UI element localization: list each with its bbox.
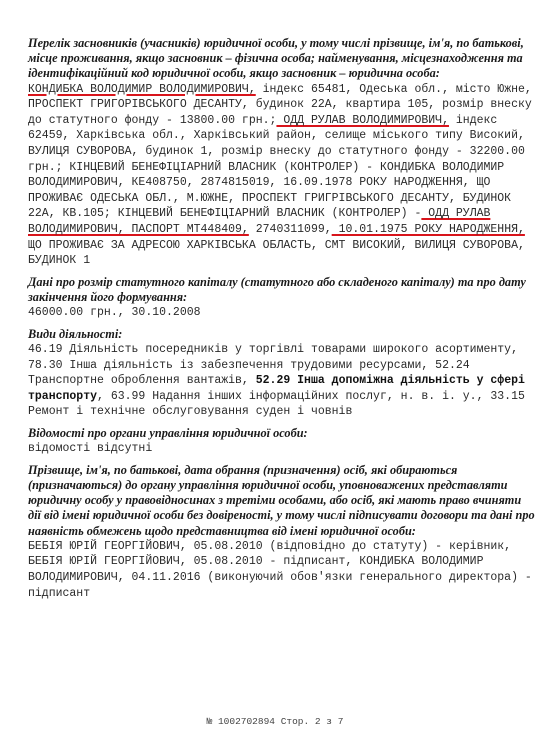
capital-value: 46000.00 грн., 30.10.2008	[28, 306, 201, 320]
governance-heading: Відомості про органи управління юридичної особи:	[28, 425, 308, 440]
founders-text	[28, 82, 536, 269]
capital-section	[28, 275, 536, 321]
founders-section	[28, 36, 536, 269]
activities-heading: Види діяльності:	[28, 326, 123, 341]
founder-2-name: ОДД РУЛАВ ВОЛОДИМИРОВИЧ,	[276, 113, 449, 127]
beneficiary-address: ЩО ПРОЖИВАЄ ЗА АДРЕСОЮ ХАРКІВСЬКА ОБЛАСТЬ, СМТ ВИСОКИЙ, ВИЛИЦЯ СУВОРОВА, БУДИНОК 1	[28, 238, 525, 268]
beneficiary-name-passport: ОДД РУЛАВ ВОЛОДИМИРОВИЧ, ПАСПОРТ МТ448409,	[28, 207, 491, 236]
capital-heading: Дані про розмір статутного капіталу (статутного або складеного капіталу) та про дату закінчення його формування:	[28, 274, 526, 304]
signers-section	[28, 463, 536, 601]
page-footer: № 1002702894 Стор. 2 з 7	[206, 716, 344, 727]
document-page	[28, 36, 536, 607]
beneficiary-tax-id: 2740311099,	[248, 222, 332, 236]
founder-1-details: індекс 65481, Одеська обл., місто Южне, ПРОСПЕКТ ГРИГОРІВСЬКОГО ДЕСАНТУ, будинок 22А, квартира 105, розмір внеску до статутного фонду - 13800.00 грн.;	[28, 82, 532, 127]
activities-text-b: , 63.99 Надання інших інформаційних послуг, н. в. і. у., 33.15 Ремонт і технічне обслуговування суден і човнів	[28, 389, 525, 419]
activities-text-a: 46.19 Діяльність посередників у торгівлі товарами широкого асортименту, 78.30 Інша діяльність із забезпечення трудовими ресурсами, 52.24 Транспортне оброблення вантажів,	[28, 342, 518, 388]
governance-value: відомості відсутні	[28, 442, 153, 456]
signers-heading: Прізвище, ім'я, по батькові, дата обрання (призначення) осіб, які обираються (призначаються) до органу управління юридичної особи, уповноважених представляти юридичну особу у правовідносинах з третіми особами, або осіб, які мають право вчиняти дії від імені юридичної особи без довіреності, у тому числі підписувати договори та дані про наявність обмежень щодо представництва від імені юридичної особи:	[28, 462, 535, 538]
activities-section	[28, 327, 536, 420]
founder-2-details: індекс 62459, Харківська обл., Харківський район, селище міського типу Високий, ВУЛИЦЯ СУВОРОВА, будинок 1, розмір внеску до статутного фонду - 32200.00 грн.; КІНЦЕВИЙ БЕНЕФІЦІАРНИЙ ВЛАСНИК (КОНТРОЛЕР) - КОНДИБКА ВОЛОДИМИР ВОЛОДИМИРОВИЧ, КЕ408750, 2874815019, 16.09.1978 РОКУ НАРОДЖЕННЯ, ЩО ПРОЖИВАЄ ОДЕСЬКА ОБЛ., М.ЮЖНЕ, ПРОСПЕКТ ГРИГРІВСЬКОГО ДЕСАНТУ, БУДИНОК 22А, КВ.105; КІНЦЕВИЙ БЕНЕФІЦІАРНИЙ ВЛАСНИК (КОНТРОЛЕР) -	[28, 113, 525, 221]
founder-1-name: КОНДИБКА ВОЛОДИМИР ВОЛОДИМИРОВИЧ,	[28, 82, 256, 96]
governance-section	[28, 426, 536, 457]
founders-heading: Перелік засновників (учасників) юридичної особи, у тому числі прізвище, ім'я, по батькові, місце проживання, якщо засновник – фізична особа; найменування, місцезнаходження та ідентифікаційний код юридичної особи, якщо засновник – юридична особа:	[28, 36, 524, 81]
beneficiary-birth-date: 10.01.1975 РОКУ НАРОДЖЕННЯ,	[331, 222, 525, 236]
signers-value: БЕБІЯ ЮРІЙ ГЕОРГІЙОВИЧ, 05.08.2010 (відповідно до статуту) - керівник, БЕБІЯ ЮРІЙ ГЕОРГІЙОВИЧ, 05.08.2010 - підписант, КОНДИБКА ВОЛОДИМИР ВОЛОДИМИРОВИЧ, 04.11.2016 (виконуючий обов'язки генерального директора) - підписант	[28, 539, 532, 600]
activities-primary: 52.29 Інша допоміжна діяльність у сфері транспорту	[28, 374, 525, 403]
activities-text	[28, 342, 536, 420]
